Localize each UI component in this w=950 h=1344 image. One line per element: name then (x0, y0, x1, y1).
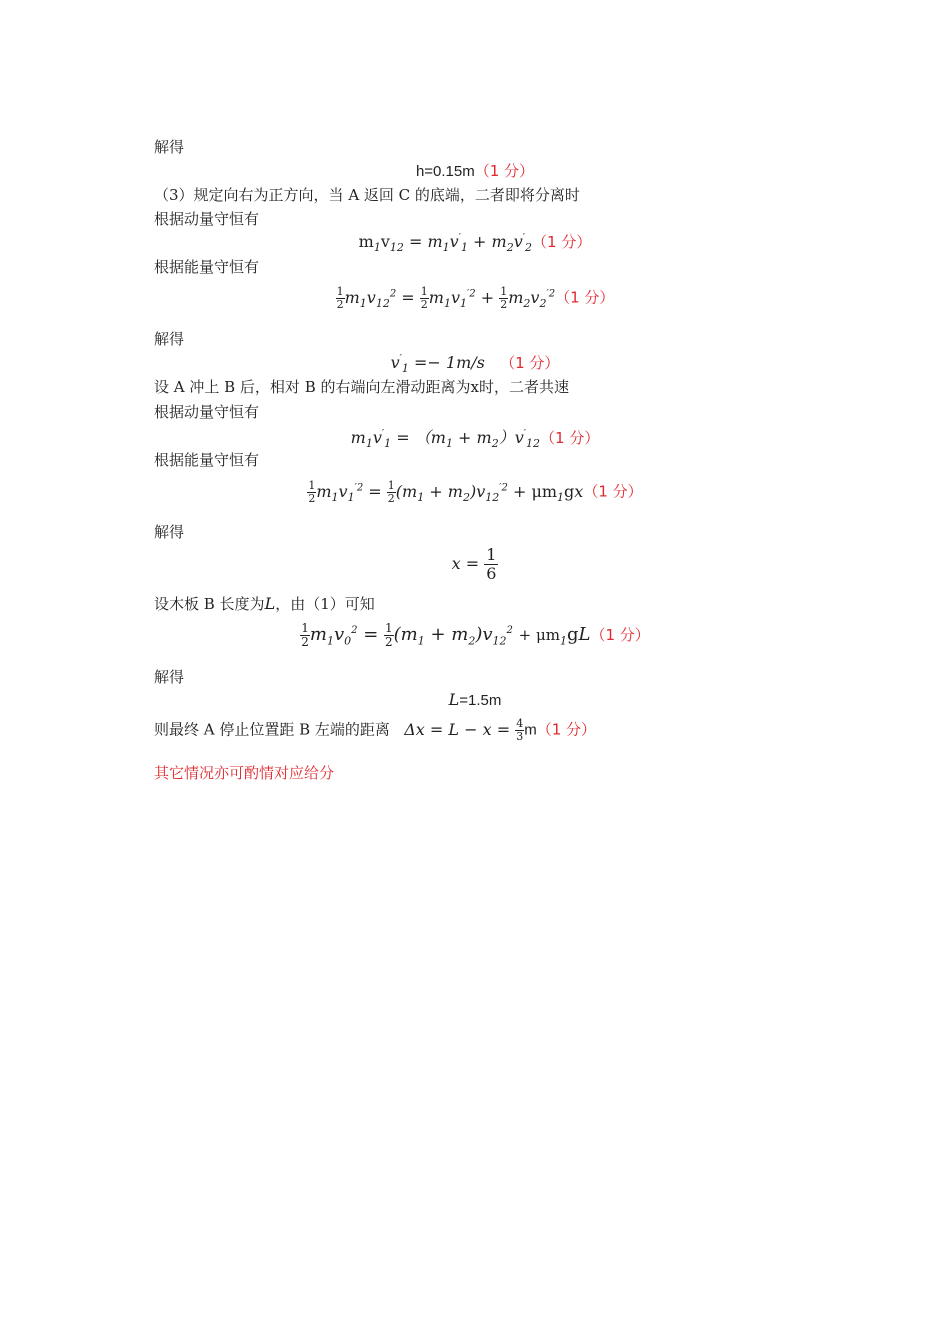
score-badge: （1 分） (532, 233, 592, 251)
score-badge: （1 分） (540, 429, 600, 447)
equation-energy-1: $\frac{1}{2}$ $m_1v_{12}^2$ = $\frac{1}{2}$ $m_1v_1^{'2}$ + $\frac{1}{2}$ $m_2v_2^{'2}(1$ 分） (336, 285, 615, 311)
text-line: 解得 (154, 138, 185, 156)
score-badge: （1 分） (583, 482, 643, 501)
equation-h (0, 160, 950, 181)
text-segment: 设木板 B 长度为 (154, 595, 265, 613)
equation-text: h=0.15m (415, 163, 475, 180)
text-line: 解得 (154, 668, 185, 686)
text-line: 根据能量守恒有 (154, 451, 260, 469)
text-segment: 则最终 A 停止位置距 B 左端的距离 (154, 720, 390, 739)
equation-L: L=1.5m (448, 690, 502, 709)
text-line: （3）规定向右为正方向，当 A 返回 C 的底端，二者即将分离时 (154, 186, 580, 204)
equation-energy-3: $\frac{1}{2}$ $m_1v_0^2$ = $\frac{1}{2}$ $(m_1 + m_2)v_{12}^2 + \mu m_1gL(1$ 分） (301, 621, 650, 649)
text-line: 设木板 B 长度为L，由（1）可知 (154, 594, 375, 613)
text-line: 解得 (154, 523, 185, 541)
grading-note: 其它情况亦可酌情对应给分 (154, 764, 335, 782)
score-badge: （1 分） (555, 288, 615, 307)
equation-momentum-1: $m_1v_{12} = m_1v'_1 + m_2v'_2(1$ 分） (358, 232, 592, 255)
text-line: 则最终 A 停止位置距 B 左端的距离 Δx = L − x = $\frac{4}{3}$ m（1 分） (154, 717, 597, 743)
equation-text: =1.5m (459, 692, 502, 709)
equation-energy-2: $\frac{1}{2}$ $m_1v_1^{'2}$ = $\frac{1}{2}$ $(m_1 + m_2)v_{12}^{'2} + \mu m_1gx(1$ 分） (308, 479, 643, 505)
text-segment: ，由（1）可知 (275, 595, 375, 613)
score-badge: （1 分） (474, 162, 535, 180)
text-line: 解得 (154, 330, 185, 348)
score-badge: （1 分） (500, 354, 560, 372)
equation-momentum-2: $m_1v'_1 = (m_1 + m_2)v'_{12}(1$ 分） (350, 428, 600, 451)
text-line: 根据能量守恒有 (154, 258, 260, 276)
equation-x: x = $\frac{1}{6}$ (451, 545, 497, 584)
text-line: 根据动量守恒有 (154, 403, 260, 421)
text-line: 设 A 冲上 B 后，相对 B 的右端向左滑动距离为x时，二者共速 (154, 378, 569, 396)
text-line: 根据动量守恒有 (154, 210, 260, 228)
score-badge: （1 分） (590, 626, 650, 645)
equation-v1: $v'_1 =- 1m/s$ （1 分） (390, 353, 560, 376)
score-badge: （1 分） (536, 720, 597, 739)
